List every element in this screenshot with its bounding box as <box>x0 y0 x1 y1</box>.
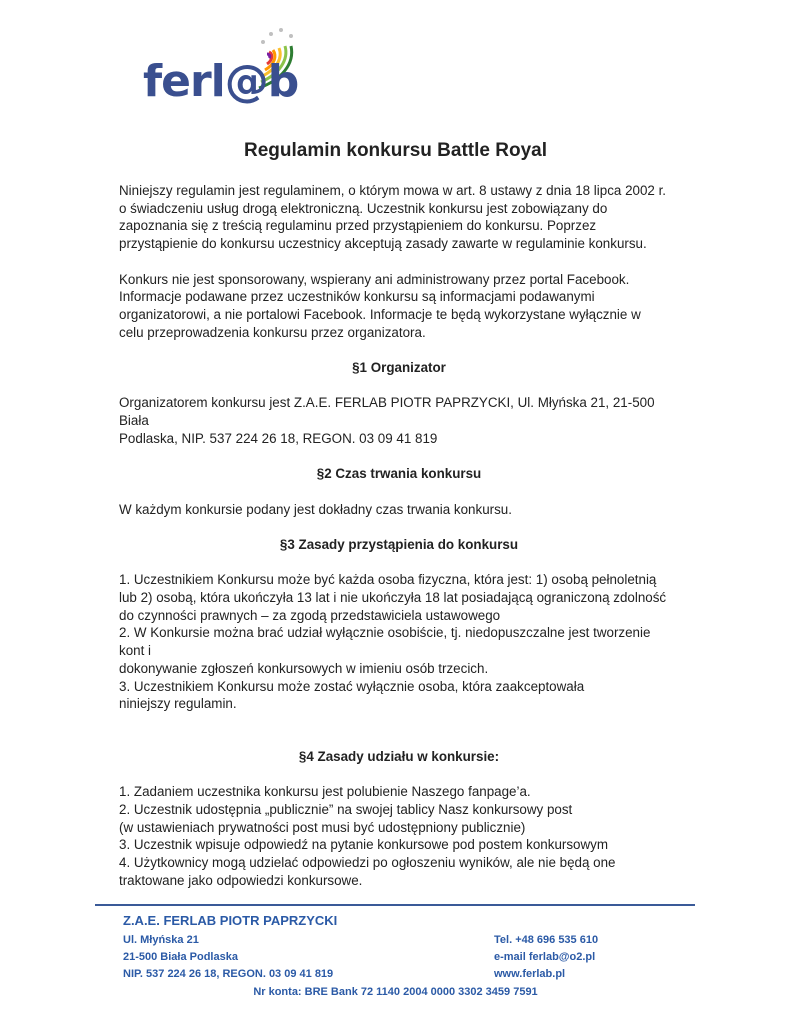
footer-company: Z.A.E. FERLAB PIOTR PAPRZYCKI <box>123 913 338 928</box>
footer-bank-account: Nr konta: BRE Bank 72 1140 2004 0000 3302 3459 7591 <box>253 986 538 998</box>
page-title: Regulamin konkursu Battle Royal <box>243 140 547 161</box>
intro-paragraph-2: Konkurs nie jest sponsorowany, wspierany ani administrowany przez portal Facebook. Informacje podawane przez uczestników konkursu są informacjami podawanymi organizatorowi, a nie portalowi Facebook. Informacje te będą wykorzystane wyłącznie w celu przeprowadzenia konkursu przez organizatora. <box>119 271 641 340</box>
footer-phone: Tel. +48 696 535 610 <box>494 934 599 946</box>
footer-website[interactable]: www.ferlab.pl <box>494 968 566 980</box>
section-3-heading: §3 Zasady przystąpienia do konkursu <box>279 536 519 552</box>
footer-city: 21-500 Biała Podlaska <box>123 951 238 963</box>
section-1-text: Organizatorem konkursu jest Z.A.E. FERLAB PIOTR PAPRZYCKI, Ul. Młyńska 21, 21-500 Biała Podlaska, NIP. 537 224 26 18, REGON. 03 09 41 819 <box>119 395 655 446</box>
intro-paragraph-1: Niniejszy regulamin jest regulaminem, o którym mowa w art. 8 ustawy z dnia 18 lipca 2002 r. o świadczeniu usług drogą elektroniczną. Uczestnik konkursu jest zobowiązany do zapoznania się z treścią regulaminu przed przystąpieniem do konkursu. Poprzez przystąpienie do konkursu uczestnicy akceptują zasady zawarte w regulaminie konkursu. <box>119 183 667 252</box>
section-1-heading: §1 Organizator <box>352 360 446 375</box>
footer-street: Ul. Młyńska 21 <box>123 934 199 946</box>
logo-wordmark: ferl@b <box>143 56 299 107</box>
footer-email[interactable]: e-mail ferlab@o2.pl <box>494 951 596 963</box>
ferlab-logo <box>143 20 303 110</box>
section-4-heading: §4 Zasady udziału w konkursie: <box>298 748 500 764</box>
regulations-body <box>119 182 679 890</box>
footer-ids: NIP. 537 224 26 18, REGON. 03 09 41 819 <box>123 968 334 980</box>
section-2-heading: §2 Czas trwania konkursu <box>316 466 482 482</box>
section-4-text: 1. Zadaniem uczestnika konkursu jest polubienie Naszego fanpage’a. 2. Uczestnik udostępnia „publicznie” na swojej tablicy Nasz konkursowy post (w ustawieniach prywatności post musi być udostępniony publicznie) 3. Uczestnik wpisuje odpowiedź na pytanie konkursowe pod postem konkursowym 4. Użytkownicy mogą udzielać odpowiedzi po ogłoszeniu wyników, ale nie będą one traktowane jako odpowiedzi konkursowe. <box>119 784 616 888</box>
section-2-text: W każdym konkursie podany jest dokładny czas trwania konkursu. <box>119 501 512 517</box>
footer-divider <box>95 904 695 906</box>
section-3-text: 1. Uczestnikiem Konkursu może być każda osoba fizyczna, która jest: 1) osobą pełnoletnią lub 2) osobą, która ukończyła 13 lat i nie ukończyła 18 lat posiadającą ograniczoną zdolność do czynności prawnych – za zgodą przedstawiciela ustawowego 2. W Konkursie można brać udział wyłącznie osobiście, tj. niedopuszczalne jest tworzenie kont i dokonywanie zgłoszeń konkursowych w imieniu osób trzecich. 3. Uczestnikiem Konkursu może zostać wyłącznie osoba, która zaakceptowała niniejszy regulamin. <box>119 572 667 712</box>
